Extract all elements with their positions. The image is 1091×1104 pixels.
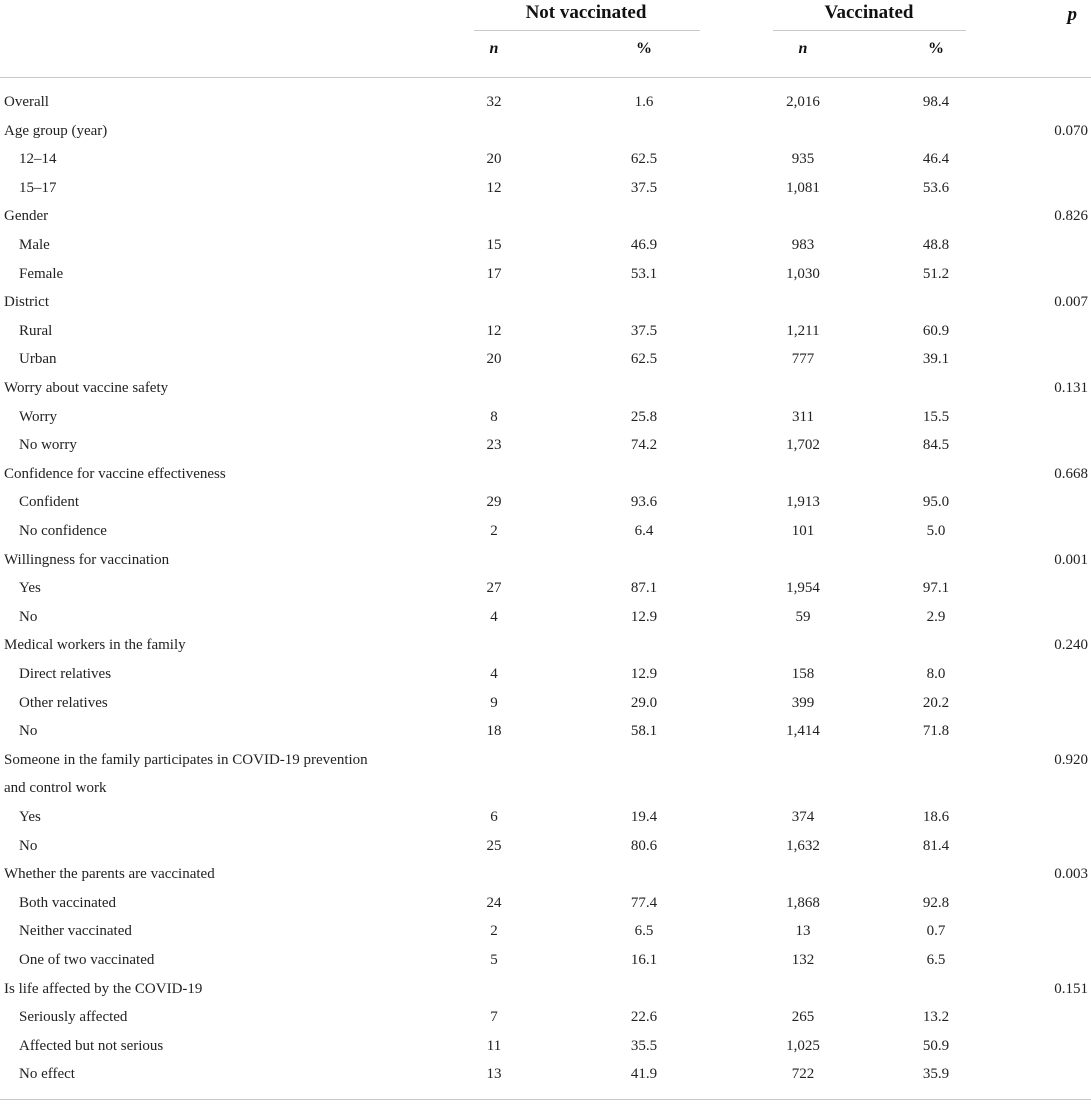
- row-label: District: [4, 294, 49, 311]
- row-label: No effect: [19, 1066, 75, 1083]
- table-row: [0, 88, 1091, 116]
- cell-pct-vaccinated: 46.4: [922, 151, 950, 168]
- row-label: Seriously affected: [19, 1009, 128, 1026]
- header-not-vaccinated: Not vaccinated: [525, 2, 647, 23]
- row-label: Female: [19, 265, 64, 282]
- row-label: Willingness for vaccination: [4, 551, 170, 568]
- cell-n-not-vaccinated: 32: [486, 94, 502, 110]
- cell-n-not-vaccinated: 5: [490, 952, 498, 968]
- table-row: [0, 260, 1091, 288]
- table-row: [0, 860, 1091, 888]
- table-row: [0, 660, 1091, 688]
- cell-p-value: 0.007: [1054, 294, 1088, 311]
- row-label: Is life affected by the COVID-19: [4, 980, 203, 997]
- cell-n-not-vaccinated: 4: [490, 608, 498, 625]
- cell-pct-vaccinated: 84.5: [922, 437, 950, 454]
- row-label: Someone in the family participates in COVID-19 prevention: [4, 751, 368, 768]
- cell-n-not-vaccinated: 6: [490, 809, 498, 825]
- cell-p-value: 0.668: [1054, 465, 1088, 482]
- row-label: Medical workers in the family: [4, 637, 186, 654]
- cell-pct-vaccinated: 81.4: [922, 837, 950, 854]
- cell-n-vaccinated: 1,954: [786, 580, 820, 597]
- row-label: and control work: [4, 780, 107, 797]
- cell-pct-not-vaccinated: 77.4: [630, 894, 658, 911]
- row-label: Overall: [4, 94, 49, 110]
- row-label: Rural: [19, 322, 53, 339]
- table-row: [0, 832, 1091, 860]
- cell-n-not-vaccinated: 20: [486, 351, 502, 368]
- cell-n-vaccinated: 132: [791, 952, 815, 968]
- row-label: Yes: [19, 580, 41, 597]
- table-row: [0, 517, 1091, 545]
- cell-pct-vaccinated: 51.2: [922, 265, 950, 282]
- cell-pct-not-vaccinated: 6.5: [634, 923, 654, 940]
- cell-pct-vaccinated: 13.2: [922, 1009, 950, 1026]
- table-row: [0, 174, 1091, 202]
- cell-pct-vaccinated: 35.9: [922, 1066, 950, 1083]
- cell-pct-not-vaccinated: 58.1: [630, 723, 658, 740]
- cell-n-vaccinated: 158: [791, 666, 815, 682]
- cell-pct-vaccinated: 18.6: [922, 809, 950, 825]
- cell-n-not-vaccinated: 7: [490, 1009, 498, 1026]
- not-vaccinated-underline: [474, 30, 700, 31]
- row-label: No: [19, 608, 38, 625]
- row-label: 15–17: [19, 179, 57, 196]
- cell-n-vaccinated: 1,632: [786, 837, 820, 854]
- cell-pct-vaccinated: 5.0: [926, 523, 946, 539]
- row-label: No: [19, 723, 38, 740]
- cell-n-not-vaccinated: 12: [486, 179, 502, 196]
- cell-p-value: 0.240: [1054, 637, 1088, 654]
- cell-pct-not-vaccinated: 19.4: [630, 809, 658, 825]
- cell-n-vaccinated: 311: [792, 408, 814, 425]
- table-row: [0, 1032, 1091, 1060]
- cell-n-not-vaccinated: 9: [490, 694, 498, 711]
- row-label: Neither vaccinated: [19, 923, 132, 940]
- cell-pct-vaccinated: 71.8: [922, 723, 950, 740]
- table-row: [0, 288, 1091, 316]
- row-label: No worry: [19, 437, 77, 454]
- cell-n-not-vaccinated: 20: [486, 151, 502, 168]
- table-row: [0, 374, 1091, 402]
- cell-pct-vaccinated: 98.4: [922, 94, 950, 110]
- row-label: One of two vaccinated: [19, 952, 155, 968]
- cell-n-not-vaccinated: 24: [486, 894, 502, 911]
- table-row: [0, 774, 1091, 802]
- cell-pct-vaccinated: 0.7: [926, 923, 946, 940]
- header-p: p: [1067, 4, 1077, 25]
- table-row: [0, 746, 1091, 774]
- cell-pct-vaccinated: 8.0: [926, 666, 946, 682]
- subheader-pct-vaccinated: %: [928, 40, 944, 57]
- cell-pct-not-vaccinated: 1.6: [634, 94, 654, 110]
- row-label: Male: [19, 237, 50, 253]
- cell-n-vaccinated: 13: [795, 923, 811, 940]
- table-row: [0, 488, 1091, 516]
- cell-n-vaccinated: 265: [791, 1009, 815, 1026]
- cell-p-value: 0.151: [1054, 980, 1088, 997]
- table-row: [0, 803, 1091, 831]
- cell-pct-vaccinated: 48.8: [922, 237, 950, 253]
- cell-n-not-vaccinated: 2: [490, 523, 498, 539]
- cell-n-not-vaccinated: 25: [486, 837, 502, 854]
- row-label: Other relatives: [19, 694, 108, 711]
- cell-p-value: 0.001: [1054, 551, 1088, 568]
- cell-p-value: 0.920: [1054, 751, 1088, 768]
- cell-n-vaccinated: 722: [791, 1066, 815, 1083]
- row-label: Both vaccinated: [19, 894, 117, 911]
- table-row: [0, 1060, 1091, 1088]
- cell-pct-vaccinated: 92.8: [922, 894, 950, 911]
- cell-p-value: 0.826: [1054, 208, 1088, 225]
- cell-n-vaccinated: 777: [791, 351, 815, 368]
- cell-n-vaccinated: 101: [791, 523, 815, 539]
- cell-n-vaccinated: 1,025: [786, 1037, 820, 1054]
- subheader-n-not-vaccinated: n: [489, 40, 499, 57]
- table-row: [0, 917, 1091, 945]
- subheader-pct-not-vaccinated: %: [636, 40, 652, 57]
- table-row: [0, 546, 1091, 574]
- cell-pct-vaccinated: 20.2: [922, 694, 950, 711]
- row-label: Confidence for vaccine effectiveness: [4, 465, 226, 482]
- cell-n-not-vaccinated: 11: [486, 1037, 502, 1054]
- cell-n-vaccinated: 374: [791, 809, 815, 825]
- subheader-n-vaccinated: n: [798, 40, 808, 57]
- row-label: Whether the parents are vaccinated: [4, 866, 215, 883]
- cell-n-vaccinated: 2,016: [786, 94, 820, 110]
- row-label: 12–14: [19, 151, 57, 168]
- cell-n-vaccinated: 1,702: [786, 437, 820, 454]
- cell-pct-not-vaccinated: 12.9: [630, 608, 658, 625]
- table-row: [0, 460, 1091, 488]
- cell-pct-not-vaccinated: 25.8: [630, 408, 658, 425]
- row-label: Direct relatives: [19, 666, 112, 682]
- table-row: [0, 403, 1091, 431]
- cell-pct-not-vaccinated: 74.2: [630, 437, 658, 454]
- cell-pct-not-vaccinated: 35.5: [630, 1037, 658, 1054]
- cell-pct-vaccinated: 97.1: [922, 580, 950, 597]
- row-label: Confident: [19, 494, 79, 511]
- cell-pct-not-vaccinated: 22.6: [630, 1009, 658, 1026]
- cell-n-vaccinated: 1,211: [786, 322, 820, 339]
- cell-pct-not-vaccinated: 80.6: [630, 837, 658, 854]
- cell-pct-not-vaccinated: 6.4: [634, 523, 654, 539]
- cell-n-vaccinated: 983: [791, 237, 815, 253]
- cell-pct-vaccinated: 2.9: [926, 608, 946, 625]
- cell-pct-not-vaccinated: 93.6: [630, 494, 658, 511]
- cell-p-value: 0.003: [1054, 866, 1088, 883]
- vaccinated-underline: [773, 30, 966, 31]
- table-row: [0, 1003, 1091, 1031]
- table-row: [0, 317, 1091, 345]
- cell-pct-not-vaccinated: 29.0: [630, 694, 658, 711]
- row-label: Worry: [19, 408, 57, 425]
- table-row: [0, 975, 1091, 1003]
- row-label: No: [19, 837, 38, 854]
- cell-pct-not-vaccinated: 62.5: [630, 351, 658, 368]
- cell-n-vaccinated: 1,030: [786, 265, 820, 282]
- cell-n-vaccinated: 1,414: [786, 723, 820, 740]
- cell-pct-not-vaccinated: 87.1: [630, 580, 658, 597]
- cell-pct-not-vaccinated: 37.5: [630, 179, 658, 196]
- table-row: [0, 431, 1091, 459]
- cell-n-vaccinated: 935: [791, 151, 815, 168]
- cell-pct-not-vaccinated: 37.5: [630, 322, 658, 339]
- cell-pct-not-vaccinated: 53.1: [630, 265, 658, 282]
- cell-pct-not-vaccinated: 41.9: [630, 1066, 658, 1083]
- cell-pct-vaccinated: 39.1: [922, 351, 950, 368]
- cell-pct-vaccinated: 53.6: [922, 179, 950, 196]
- cell-pct-vaccinated: 60.9: [922, 322, 950, 339]
- cell-p-value: 0.131: [1054, 380, 1088, 396]
- cell-n-not-vaccinated: 17: [486, 265, 502, 282]
- cell-n-not-vaccinated: 12: [486, 322, 502, 339]
- cell-n-not-vaccinated: 13: [486, 1066, 502, 1083]
- table-row: [0, 889, 1091, 917]
- cell-n-vaccinated: 1,081: [786, 179, 820, 196]
- cell-pct-vaccinated: 95.0: [922, 494, 950, 511]
- cell-pct-not-vaccinated: 12.9: [630, 666, 658, 682]
- cell-n-not-vaccinated: 27: [486, 580, 502, 597]
- cell-n-vaccinated: 1,868: [786, 894, 820, 911]
- cell-n-not-vaccinated: 18: [486, 723, 502, 740]
- table-row: [0, 117, 1091, 145]
- cell-n-not-vaccinated: 23: [486, 437, 502, 454]
- cell-pct-vaccinated: 6.5: [926, 952, 946, 968]
- table-row: [0, 574, 1091, 602]
- table-row: [0, 631, 1091, 659]
- row-label: Gender: [4, 208, 49, 225]
- cell-n-not-vaccinated: 2: [490, 923, 498, 940]
- cell-n-not-vaccinated: 29: [486, 494, 502, 511]
- cell-n-vaccinated: 399: [791, 694, 815, 711]
- row-label: Yes: [19, 809, 41, 825]
- footer-rule: [0, 1099, 1091, 1100]
- row-label: Worry about vaccine safety: [4, 380, 169, 396]
- table-row: [0, 717, 1091, 745]
- cell-pct-vaccinated: 15.5: [922, 408, 950, 425]
- cell-pct-vaccinated: 50.9: [922, 1037, 950, 1054]
- table-row: [0, 202, 1091, 230]
- row-label: No confidence: [19, 523, 107, 539]
- cell-pct-not-vaccinated: 16.1: [630, 952, 658, 968]
- cell-n-vaccinated: 59: [795, 608, 811, 625]
- cell-n-not-vaccinated: 15: [486, 237, 502, 253]
- table-row: [0, 231, 1091, 259]
- cell-n-vaccinated: 1,913: [786, 494, 820, 511]
- row-label: Affected but not serious: [19, 1037, 164, 1054]
- header-rule: [0, 77, 1091, 78]
- table-row: [0, 345, 1091, 373]
- header-vaccinated: Vaccinated: [824, 2, 914, 23]
- table-row: [0, 946, 1091, 974]
- cell-n-not-vaccinated: 8: [490, 408, 498, 425]
- row-label: Age group (year): [4, 122, 108, 139]
- table-row: [0, 145, 1091, 173]
- table-row: [0, 603, 1091, 631]
- row-label: Urban: [19, 351, 57, 368]
- cell-n-not-vaccinated: 4: [490, 666, 498, 682]
- table-row: [0, 689, 1091, 717]
- cell-pct-not-vaccinated: 46.9: [630, 237, 658, 253]
- cell-pct-not-vaccinated: 62.5: [630, 151, 658, 168]
- cell-p-value: 0.070: [1054, 122, 1088, 139]
